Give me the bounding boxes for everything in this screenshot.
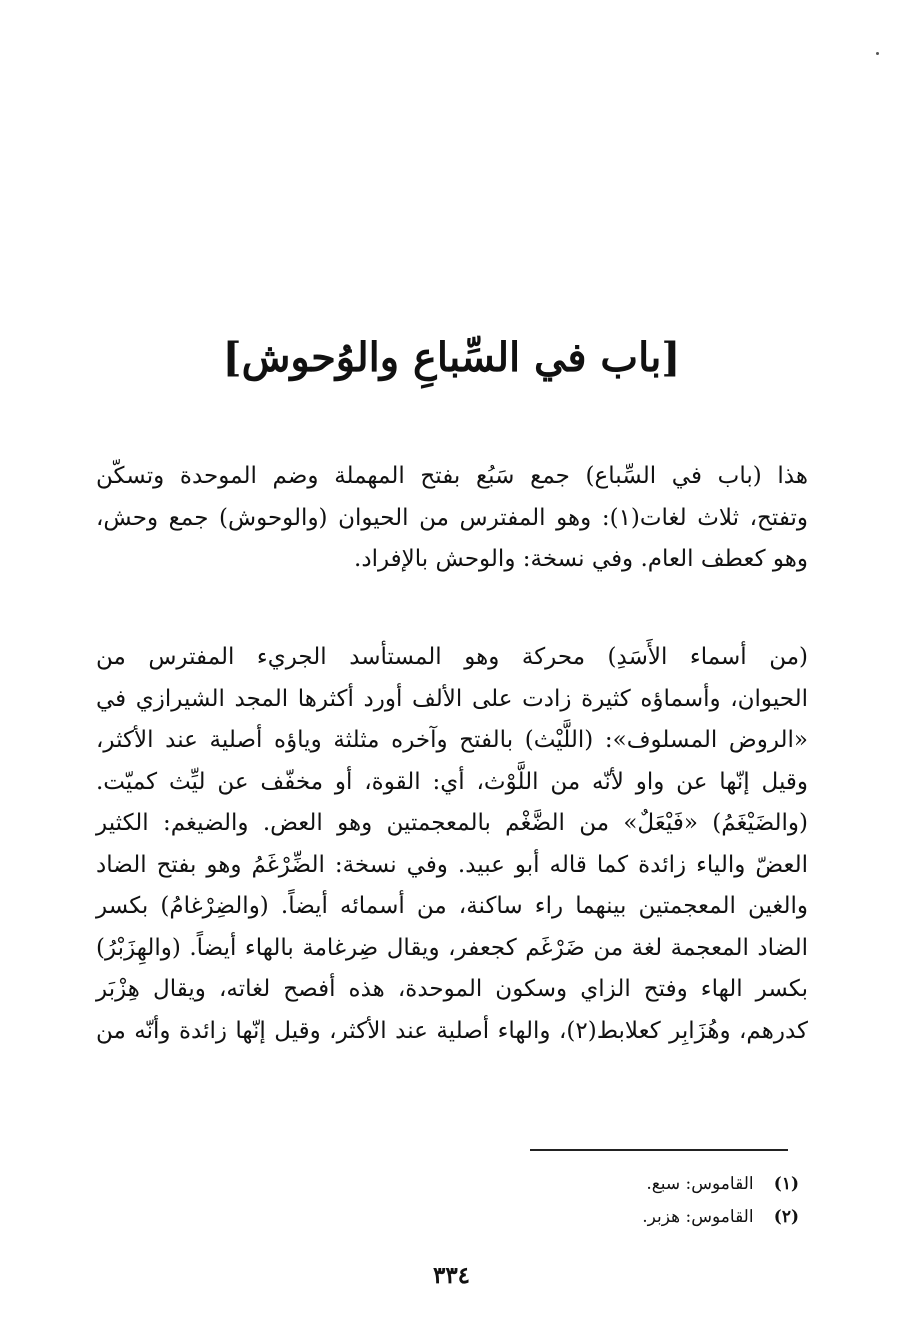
chapter-title: [باب في السِّباعِ والوُحوش]: [222, 334, 681, 381]
text-line: «الروض المسلوف»: (اللَّيْث) بالفتح وآخره مثلثة وياؤه أصلية عند الأكثر،: [96, 727, 808, 753]
text-line: وتفتح، ثلاث لغات(١): وهو المفترس من الحيوان (والوحوش) جمع وحش،: [96, 504, 808, 531]
text-line: هذا (باب في السِّباع) جمع سَبُع بفتح المهملة وضم الموحدة وتسكّن: [96, 463, 808, 489]
footnotes: [299, 1168, 799, 1234]
footnote: [299, 1201, 799, 1234]
footnote-separator: [530, 1149, 788, 1151]
footnote-text: القاموس: هزبر.: [642, 1207, 754, 1227]
paper-speck: [876, 52, 879, 55]
text-line: كدرهم، وهُزَابِر كعلابط(٢)، والهاء أصلية عند الأكثر، وقيل إنّها زائدة وأنّه من: [96, 1017, 808, 1044]
paragraph-2: [96, 637, 808, 1052]
footnote: [299, 1168, 799, 1201]
text-line: بكسر الهاء وفتح الزاي وسكون الموحدة، هذه أفصح لغاته، ويقال هِزْبَر: [96, 976, 808, 1002]
text-line: (من أسماء الأَسَدِ) محركة وهو المستأسد الجريء المفترس من: [96, 644, 808, 670]
text-line: وهو كعطف العام. وفي نسخة: والوحش بالإفراد.: [354, 546, 808, 572]
text-line: والغين المعجمتين بينهما راء ساكنة، من أسمائه أيضاً. (والضِرْغامُ) بكسر: [96, 893, 808, 919]
text-line: العضّ والياء زائدة كما قاله أبو عبيد. وفي نسخة: الضِّرْغَمُ وهو بفتح الضاد: [96, 851, 808, 878]
footnote-number: (٢): [773, 1207, 799, 1227]
footnote-number: (١): [773, 1174, 799, 1194]
text-line: الضاد المعجمة لغة من ضَرْغَم كجعفر، ويقال ضِرغامة بالهاء أيضاً. (والهِزَبْرُ): [96, 934, 808, 961]
text-line: الحيوان، وأسماؤه كثيرة زادت على الألف أورد أكثرها المجد الشيرازي في: [96, 685, 808, 712]
text-line: وقيل إنّها عن واو لأنّه من اللَّوْث، أي: القوة، أو مخفّف عن ليِّث كميّت.: [96, 768, 808, 795]
footnote-text: القاموس: سبع.: [646, 1174, 754, 1194]
paragraph-1: [96, 456, 808, 581]
page-number: ٣٣٤: [432, 1262, 471, 1289]
text-line: (والضَيْغَمُ) «فَيْعَلٌ» من الضَّغْم بالمعجمتين وهو العض. والضيغم: الكثير: [96, 810, 808, 836]
